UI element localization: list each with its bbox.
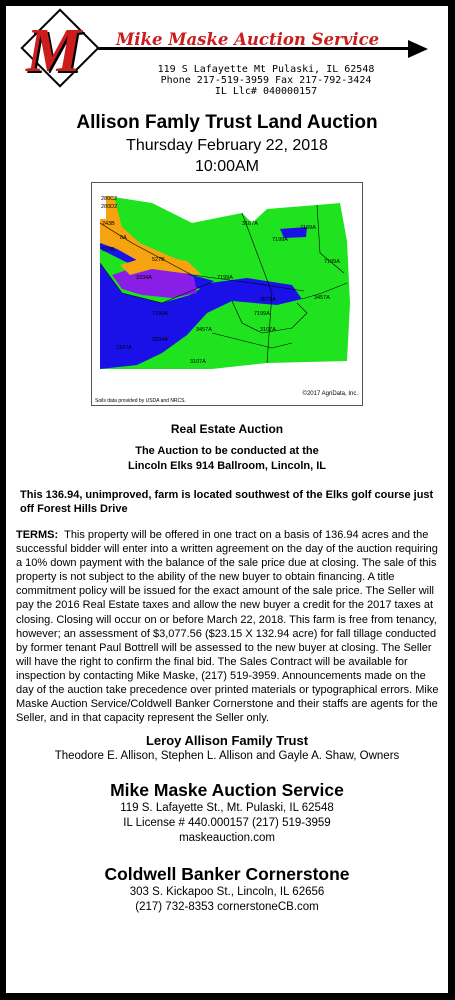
flyer-page bbox=[6, 6, 448, 993]
broker-name: Coldwell Banker Cornerstone bbox=[104, 864, 350, 885]
property-description: This 136.94, unimproved, farm is located southwest of the Elks golf course just off Forest Hills Drive bbox=[20, 489, 434, 515]
location-line-1: The Auction to be conducted at the bbox=[135, 445, 319, 457]
location-line-2: Lincoln Elks 914 Ballroom, Lincoln, IL bbox=[127, 460, 327, 472]
soil-label: 3107A bbox=[116, 345, 132, 351]
company-logo: M bbox=[26, 17, 82, 85]
soil-label: 3107A bbox=[190, 359, 206, 365]
owner-names: Theodore E. Allison, Stephen L. Allison and Gayle A. Shaw, Owners bbox=[54, 750, 400, 763]
auction-time: 10:00AM bbox=[194, 158, 260, 175]
header-phone: Phone 217-519-3959 Fax 217-792-3424 bbox=[160, 75, 372, 86]
auctioneer-license: IL License # 440.000157 (217) 519-3959 bbox=[123, 817, 331, 830]
terms-text: This property will be offered in one tract on a basis of 136.94 acres and the successful bidder will enter into a written agreement on the day of the auction requiring a 10% down payment with the balance of the sale price due at closing. The sale of this property is not subject to the ability of the new buyer to obtain financing. A title commitment policy will be issued for the exact amount of the sale price. The Seller will pay the 2016 Real Estate taxes and allow the new buyer a credit for the 2017 taxes at closing. Closing will occur on or before March 22, 2018. This farm is free from tenancy, however; an assessment of $3,077.56 ($23.15 X 132.94 acre) for fall tillage conducted by former tenant Paul Bottrell will be assessed to the new buyer at closing. The Seller will have the right to confirm the final bid. The Sales Contract will be available for inspection by contacting Mike Maske, (217) 519-3959. Announcements made on the day of the auction take precedence over printed materials or typographical errors. Mike Maske Auction Service/Coldwell Banker Cornerstone and their staffs are agents for the Seller, and in that capacity represent the Seller only. bbox=[16, 529, 439, 725]
map-copyright: ©2017 AgriData, Inc. bbox=[302, 391, 358, 397]
header-address: 119 S Lafayette Mt Pulaski, IL 62548 bbox=[157, 64, 375, 75]
header-license: IL Llc# 040000157 bbox=[214, 86, 318, 97]
soil-label: 7199A bbox=[324, 259, 340, 265]
soil-map bbox=[91, 182, 363, 406]
auctioneer-name: Mike Maske Auction Service bbox=[110, 780, 344, 801]
owner-trust-name: Leroy Allison Family Trust bbox=[145, 733, 309, 749]
terms-label: TERMS: bbox=[16, 529, 59, 541]
company-name-script: Mike Maske Auction Service bbox=[116, 30, 380, 49]
soil-label: 3457A bbox=[314, 295, 330, 301]
map-source: Soils data provided by USDA and NRCS. bbox=[95, 398, 186, 404]
soil-label: 3107A bbox=[260, 327, 276, 333]
soil-label: 7199A bbox=[152, 311, 168, 317]
soil-label: 527B bbox=[102, 247, 115, 253]
terms-paragraph bbox=[16, 528, 444, 725]
soil-label: 280C2 bbox=[101, 196, 118, 202]
soil-label: 527B bbox=[152, 257, 165, 263]
section-title: Real Estate Auction bbox=[170, 422, 284, 436]
soil-label: 8A bbox=[120, 235, 127, 241]
soil-label: 3334A bbox=[136, 275, 152, 281]
soil-label: 7199A bbox=[217, 275, 233, 281]
arrow-head-icon bbox=[408, 40, 428, 58]
soil-label: 3334A bbox=[152, 337, 168, 343]
header bbox=[6, 6, 448, 106]
auctioneer-website: maskeauction.com bbox=[179, 832, 275, 845]
soil-label: 3457A bbox=[196, 327, 212, 333]
soil-label: 7199A bbox=[272, 237, 288, 243]
auction-location bbox=[6, 444, 448, 474]
soil-label: 243B bbox=[102, 221, 115, 227]
auction-date: Thursday February 22, 2018 bbox=[126, 137, 328, 154]
soil-label: 3107A bbox=[242, 221, 258, 227]
auctioneer-address: 119 S. Lafayette St., Mt. Pulaski, IL 62548 bbox=[120, 802, 334, 815]
soil-label: 7199A bbox=[300, 225, 316, 231]
soil-map-graphic bbox=[92, 183, 362, 405]
header-contact bbox=[106, 64, 426, 97]
soil-label: 280D2 bbox=[101, 204, 118, 210]
auction-title: Allison Famly Trust Land Auction bbox=[76, 112, 378, 133]
broker-address: 303 S. Kickapoo St., Lincoln, IL 62656 bbox=[129, 886, 325, 899]
soil-label: 7199A bbox=[254, 311, 270, 317]
soil-label: 3071A bbox=[260, 297, 276, 303]
broker-contact: (217) 732-8353 cornerstoneCB.com bbox=[135, 901, 319, 914]
